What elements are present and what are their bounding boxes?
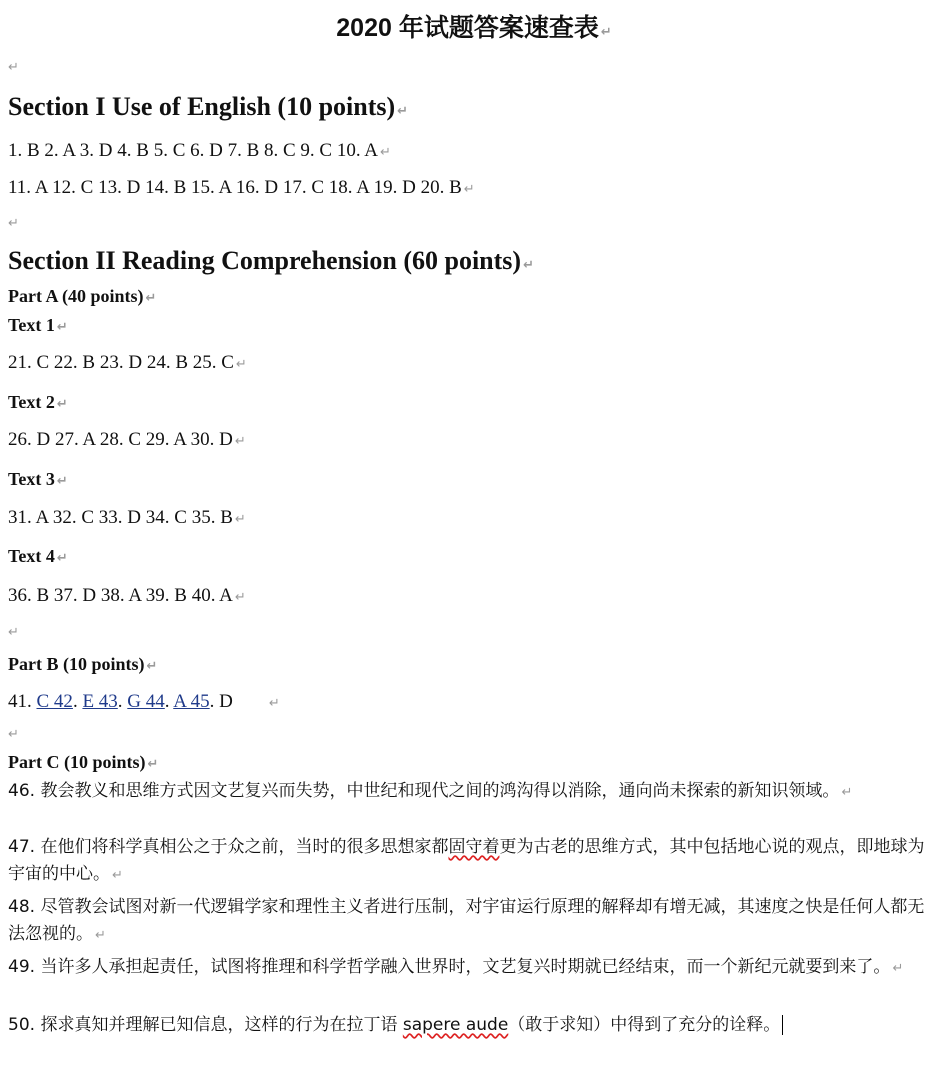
section-1-heading: Section I Use of English (10 points) ↵ (8, 92, 409, 121)
empty-paragraph: ↵ (8, 60, 19, 75)
part-b-answers: 41. C 42. E 43. G 44. A 45. D ↵ (8, 691, 280, 712)
text-cursor (782, 1015, 783, 1035)
text-label: Text 2 ↵ (8, 392, 68, 412)
empty-paragraph: ↵ (8, 625, 19, 640)
text-label: Text 1 ↵ (8, 315, 68, 335)
text-label: Text 4 ↵ (8, 546, 68, 566)
underlined-answer: E 43 (82, 691, 118, 712)
empty-paragraph: ↵ (8, 216, 19, 231)
section-1-answers-row-1: 1. B 2. A 3. D 4. B 5. C 6. D 7. B 8. C 9. C 10. A ↵ (8, 140, 391, 161)
translation-46: 46. 教会教义和思维方式因文艺复兴而失势，中世纪和现代之间的鸿沟得以消除，通向尚未探索的新知识领域。 ↵ (8, 781, 853, 801)
part-b-heading: Part B (10 points) ↵ (8, 654, 158, 674)
underlined-answer: G 44 (127, 691, 165, 712)
text-label: Text 3 ↵ (8, 469, 68, 489)
part-c-heading: Part C (10 points) ↵ (8, 752, 159, 772)
text-answers: 31. A 32. C 33. D 34. C 35. B ↵ (8, 507, 246, 528)
spellcheck-underline: sapere aude (402, 1015, 509, 1035)
text-answers: 26. D 27. A 28. C 29. A 30. D ↵ (8, 429, 246, 450)
translation-49: 49. 当许多人承担起责任，试图将推理和科学哲学融入世界时，文艺复兴时期就已经结束，而一个新纪元就要到来了。 ↵ (8, 957, 904, 977)
page-title: 2020 年试题答案速查表 ↵ (336, 14, 612, 42)
section-1-answers-row-2: 11. A 12. C 13. D 14. B 15. A 16. D 17. C 18. A 19. D 20. B ↵ (8, 177, 475, 198)
paragraph-mark: ↵ (600, 25, 612, 40)
translation-50: 50. 探求真知并理解已知信息，这样的行为在拉丁语 sapere aude（敢于求知）中得到了充分的诠释。 (8, 1012, 940, 1039)
underlined-answer: C 42 (36, 691, 73, 712)
translation-47: 47. 在他们将科学真相公之于众之前，当时的很多思想家都固守着更为古老的思维方式，其中包括地心说的观点，即地球为宇宙的中心。 ↵ (8, 837, 925, 884)
section-2-heading: Section II Reading Comprehension (60 points) ↵ (8, 246, 534, 275)
empty-paragraph: ↵ (8, 727, 19, 742)
underlined-answer: A 45 (173, 691, 210, 712)
spellcheck-underline: 固守着 (448, 837, 500, 857)
translation-48: 48. 尽管教会试图对新一代逻辑学家和理性主义者进行压制，对宇宙运行原理的解释却有增无减，其速度之快是任何人都无法忽视的。 ↵ (8, 897, 925, 944)
part-a-heading: Part A (40 points) ↵ (8, 286, 157, 306)
text-answers: 36. B 37. D 38. A 39. B 40. A ↵ (8, 585, 246, 606)
text-answers: 21. C 22. B 23. D 24. B 25. C ↵ (8, 352, 247, 373)
